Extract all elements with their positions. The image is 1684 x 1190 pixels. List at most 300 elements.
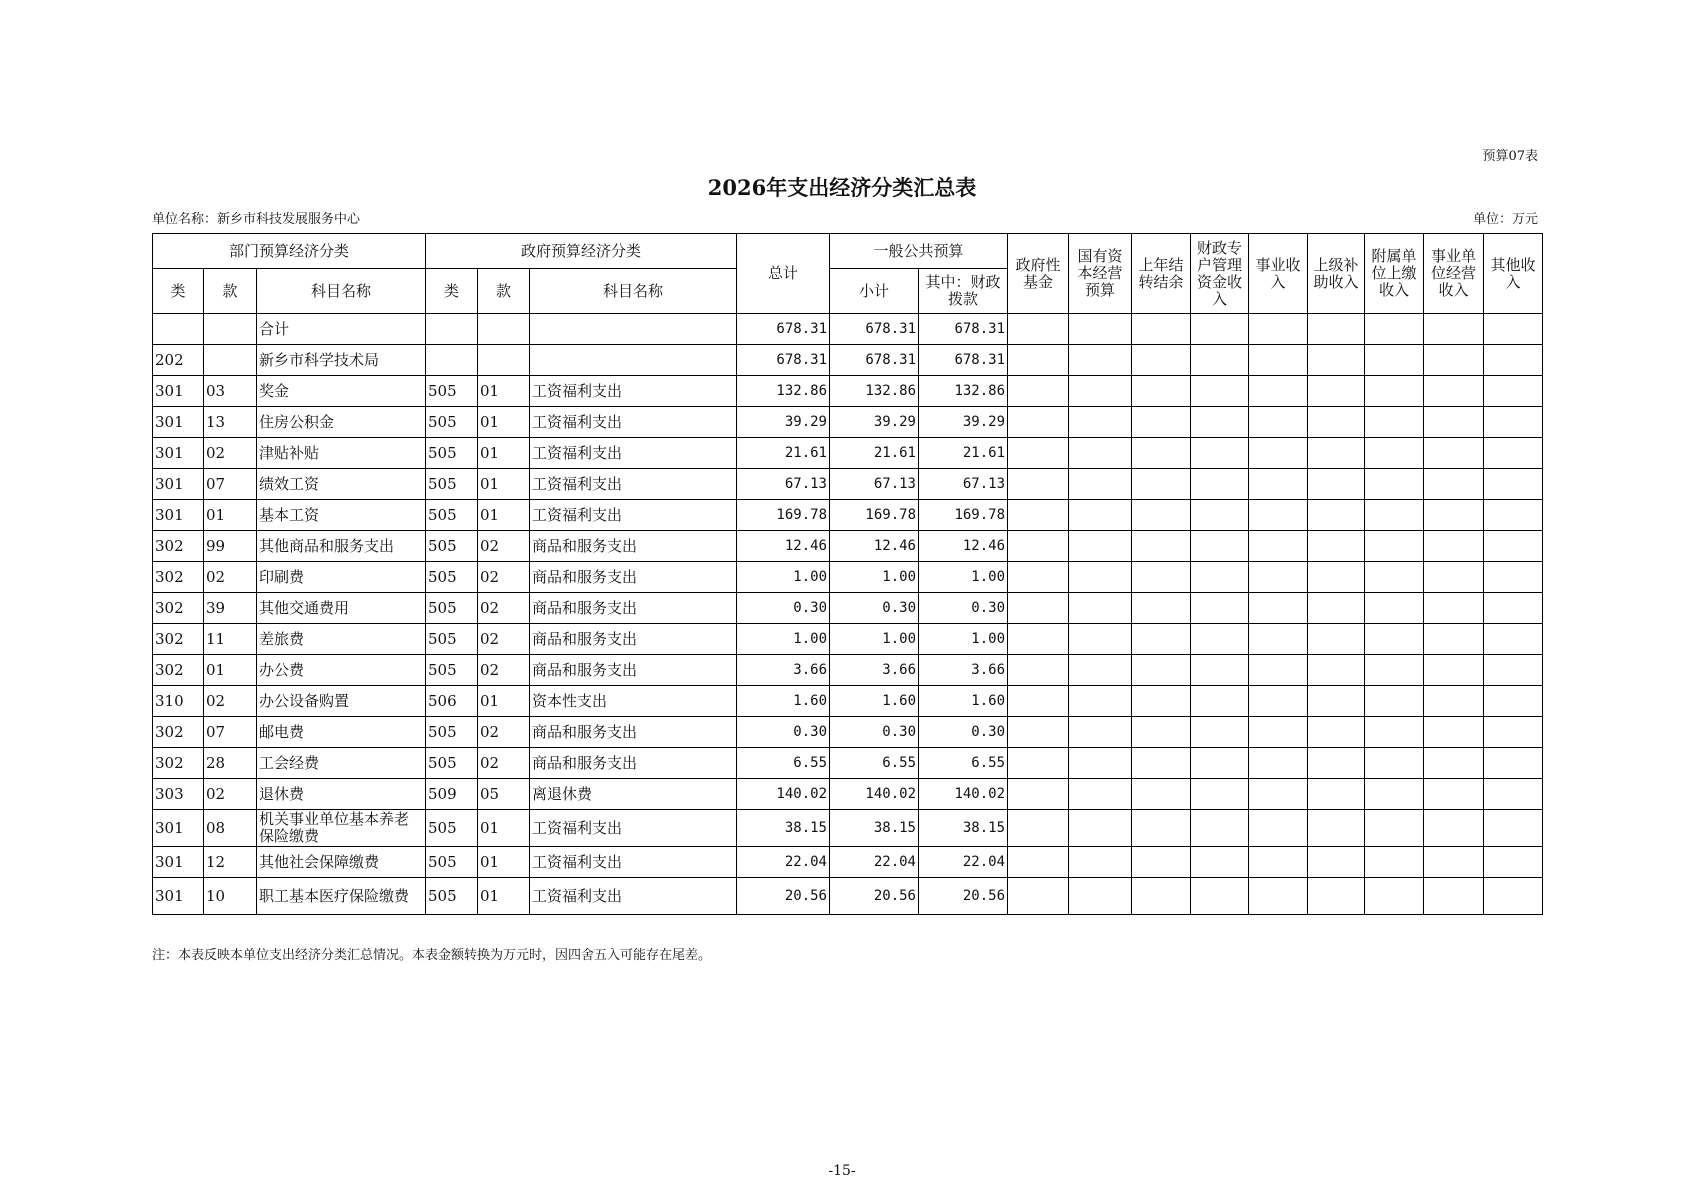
header-gov-kuan: 款	[478, 269, 530, 314]
cell-affiliated	[1365, 562, 1424, 593]
cell-dept-subject: 其他交通费用	[257, 593, 426, 624]
table-row	[153, 686, 1543, 717]
cell-carry-over	[1132, 562, 1191, 593]
cell-gov-fund	[1008, 407, 1069, 438]
cell-dept-kuan: 02	[204, 779, 257, 810]
cell-special-account	[1191, 407, 1249, 438]
cell-subtotal: 1.00	[830, 624, 919, 655]
cell-state-capital	[1069, 655, 1132, 686]
cell-gov-fund	[1008, 686, 1069, 717]
cell-dept-subject: 差旅费	[257, 624, 426, 655]
cell-dept-subject: 奖金	[257, 376, 426, 407]
cell-superior-subsidy	[1308, 624, 1365, 655]
header-gov-subject: 科目名称	[530, 269, 737, 314]
cell-gov-kuan: 02	[478, 717, 530, 748]
cell-operating	[1424, 376, 1484, 407]
cell-gov-lei: 505	[426, 562, 478, 593]
cell-dept-kuan: 10	[204, 878, 257, 915]
cell-gov-kuan	[478, 345, 530, 376]
cell-subtotal: 1.00	[830, 562, 919, 593]
cell-other	[1484, 469, 1543, 500]
cell-other	[1484, 779, 1543, 810]
unit-label: 单位：万元	[1472, 212, 1538, 227]
cell-other	[1484, 847, 1543, 878]
cell-gov-kuan	[478, 314, 530, 345]
cell-business-income	[1249, 562, 1308, 593]
cell-special-account	[1191, 469, 1249, 500]
cell-dept-subject: 办公费	[257, 655, 426, 686]
cell-other	[1484, 717, 1543, 748]
cell-dept-lei: 302	[153, 655, 204, 686]
cell-gov-kuan: 02	[478, 624, 530, 655]
cell-gov-fund	[1008, 779, 1069, 810]
cell-gov-lei	[426, 314, 478, 345]
cell-superior-subsidy	[1308, 345, 1365, 376]
cell-superior-subsidy	[1308, 376, 1365, 407]
cell-special-account	[1191, 562, 1249, 593]
cell-state-capital	[1069, 376, 1132, 407]
cell-dept-subject: 其他社会保障缴费	[257, 847, 426, 878]
cell-total: 140.02	[737, 779, 830, 810]
cell-gov-lei: 505	[426, 847, 478, 878]
header-dept-subject: 科目名称	[257, 269, 426, 314]
header-dept-lei: 类	[153, 269, 204, 314]
cell-subtotal: 20.56	[830, 878, 919, 915]
cell-affiliated	[1365, 469, 1424, 500]
cell-dept-lei: 301	[153, 847, 204, 878]
cell-affiliated	[1365, 500, 1424, 531]
cell-state-capital	[1069, 810, 1132, 847]
cell-dept-lei: 302	[153, 717, 204, 748]
table-row	[153, 593, 1543, 624]
cell-other	[1484, 810, 1543, 847]
cell-gov-lei: 505	[426, 469, 478, 500]
cell-total: 20.56	[737, 878, 830, 915]
cell-operating	[1424, 438, 1484, 469]
cell-carry-over	[1132, 345, 1191, 376]
cell-special-account	[1191, 810, 1249, 847]
table-row	[153, 469, 1543, 500]
table-row	[153, 531, 1543, 562]
cell-dept-lei: 310	[153, 686, 204, 717]
cell-subtotal: 38.15	[830, 810, 919, 847]
cell-gov-subject: 离退休费	[530, 779, 737, 810]
cell-carry-over	[1132, 376, 1191, 407]
cell-business-income	[1249, 593, 1308, 624]
cell-operating	[1424, 407, 1484, 438]
cell-other	[1484, 438, 1543, 469]
cell-gov-subject: 商品和服务支出	[530, 624, 737, 655]
cell-gov-subject: 商品和服务支出	[530, 562, 737, 593]
cell-superior-subsidy	[1308, 748, 1365, 779]
cell-fiscal: 1.00	[919, 624, 1008, 655]
cell-gov-subject: 工资福利支出	[530, 847, 737, 878]
cell-business-income	[1249, 779, 1308, 810]
cell-total: 678.31	[737, 314, 830, 345]
cell-total: 169.78	[737, 500, 830, 531]
cell-gov-fund	[1008, 531, 1069, 562]
cell-state-capital	[1069, 469, 1132, 500]
cell-gov-fund	[1008, 562, 1069, 593]
cell-total: 1.00	[737, 562, 830, 593]
cell-dept-subject: 新乡市科学技术局	[257, 345, 426, 376]
cell-operating	[1424, 593, 1484, 624]
cell-superior-subsidy	[1308, 878, 1365, 915]
header-special-account: 财政专户管理资金收入	[1191, 234, 1249, 314]
cell-superior-subsidy	[1308, 847, 1365, 878]
cell-dept-subject: 其他商品和服务支出	[257, 531, 426, 562]
cell-dept-kuan: 02	[204, 562, 257, 593]
cell-dept-lei: 302	[153, 531, 204, 562]
cell-gov-kuan: 02	[478, 562, 530, 593]
cell-other	[1484, 562, 1543, 593]
header-dept-kuan: 款	[204, 269, 257, 314]
cell-gov-kuan: 01	[478, 878, 530, 915]
table-row	[153, 500, 1543, 531]
cell-state-capital	[1069, 878, 1132, 915]
cell-superior-subsidy	[1308, 314, 1365, 345]
cell-fiscal: 21.61	[919, 438, 1008, 469]
cell-business-income	[1249, 469, 1308, 500]
cell-superior-subsidy	[1308, 717, 1365, 748]
table-row	[153, 624, 1543, 655]
cell-total: 0.30	[737, 593, 830, 624]
cell-dept-kuan	[204, 314, 257, 345]
cell-gov-kuan: 01	[478, 847, 530, 878]
cell-dept-lei: 301	[153, 878, 204, 915]
cell-gov-fund	[1008, 438, 1069, 469]
cell-gov-kuan: 02	[478, 748, 530, 779]
cell-superior-subsidy	[1308, 810, 1365, 847]
cell-carry-over	[1132, 655, 1191, 686]
cell-gov-subject: 商品和服务支出	[530, 655, 737, 686]
header-subtotal: 小计	[830, 269, 919, 314]
cell-dept-kuan: 07	[204, 469, 257, 500]
cell-affiliated	[1365, 810, 1424, 847]
cell-total: 39.29	[737, 407, 830, 438]
header-affiliated: 附属单位上缴收入	[1365, 234, 1424, 314]
cell-state-capital	[1069, 847, 1132, 878]
cell-special-account	[1191, 500, 1249, 531]
cell-dept-lei: 302	[153, 562, 204, 593]
header-other: 其他收入	[1484, 234, 1543, 314]
cell-special-account	[1191, 686, 1249, 717]
cell-carry-over	[1132, 779, 1191, 810]
cell-fiscal: 39.29	[919, 407, 1008, 438]
cell-affiliated	[1365, 407, 1424, 438]
cell-dept-kuan: 12	[204, 847, 257, 878]
cell-dept-kuan: 01	[204, 500, 257, 531]
cell-business-income	[1249, 748, 1308, 779]
cell-subtotal: 22.04	[830, 847, 919, 878]
header-state-capital: 国有资本经营预算	[1069, 234, 1132, 314]
cell-other	[1484, 345, 1543, 376]
cell-operating	[1424, 779, 1484, 810]
cell-fiscal: 678.31	[919, 314, 1008, 345]
cell-gov-lei: 505	[426, 717, 478, 748]
cell-fiscal: 678.31	[919, 345, 1008, 376]
cell-dept-lei: 301	[153, 810, 204, 847]
cell-state-capital	[1069, 500, 1132, 531]
cell-other	[1484, 655, 1543, 686]
cell-subtotal: 132.86	[830, 376, 919, 407]
cell-gov-lei: 505	[426, 407, 478, 438]
cell-carry-over	[1132, 878, 1191, 915]
cell-state-capital	[1069, 779, 1132, 810]
cell-gov-kuan: 01	[478, 469, 530, 500]
expenditure-table	[152, 233, 1543, 915]
cell-operating	[1424, 314, 1484, 345]
cell-other	[1484, 686, 1543, 717]
cell-affiliated	[1365, 593, 1424, 624]
cell-business-income	[1249, 438, 1308, 469]
cell-gov-kuan: 01	[478, 407, 530, 438]
cell-special-account	[1191, 438, 1249, 469]
cell-subtotal: 0.30	[830, 717, 919, 748]
header-fiscal: 其中：财政拨款	[919, 269, 1008, 314]
cell-state-capital	[1069, 562, 1132, 593]
cell-dept-lei: 202	[153, 345, 204, 376]
cell-operating	[1424, 500, 1484, 531]
cell-dept-kuan: 11	[204, 624, 257, 655]
cell-special-account	[1191, 748, 1249, 779]
cell-business-income	[1249, 407, 1308, 438]
cell-affiliated	[1365, 438, 1424, 469]
cell-gov-lei: 505	[426, 531, 478, 562]
cell-affiliated	[1365, 748, 1424, 779]
cell-state-capital	[1069, 531, 1132, 562]
cell-affiliated	[1365, 531, 1424, 562]
cell-special-account	[1191, 314, 1249, 345]
cell-dept-kuan: 03	[204, 376, 257, 407]
cell-subtotal: 140.02	[830, 779, 919, 810]
cell-subtotal: 3.66	[830, 655, 919, 686]
cell-gov-fund	[1008, 469, 1069, 500]
cell-state-capital	[1069, 593, 1132, 624]
cell-special-account	[1191, 655, 1249, 686]
cell-subtotal: 67.13	[830, 469, 919, 500]
cell-dept-lei: 301	[153, 407, 204, 438]
cell-carry-over	[1132, 500, 1191, 531]
table-row	[153, 314, 1543, 345]
cell-dept-lei: 302	[153, 593, 204, 624]
cell-fiscal: 169.78	[919, 500, 1008, 531]
cell-operating	[1424, 878, 1484, 915]
cell-business-income	[1249, 624, 1308, 655]
cell-affiliated	[1365, 314, 1424, 345]
cell-gov-lei: 506	[426, 686, 478, 717]
header-dept-group: 部门预算经济分类	[153, 234, 426, 269]
cell-gov-kuan: 01	[478, 500, 530, 531]
cell-gov-lei: 509	[426, 779, 478, 810]
table-row	[153, 655, 1543, 686]
header-operating: 事业单位经营收入	[1424, 234, 1484, 314]
cell-total: 0.30	[737, 717, 830, 748]
cell-superior-subsidy	[1308, 438, 1365, 469]
cell-gov-subject: 工资福利支出	[530, 810, 737, 847]
cell-subtotal: 21.61	[830, 438, 919, 469]
cell-superior-subsidy	[1308, 593, 1365, 624]
cell-business-income	[1249, 717, 1308, 748]
cell-gov-subject: 工资福利支出	[530, 438, 737, 469]
cell-operating	[1424, 810, 1484, 847]
cell-gov-subject: 工资福利支出	[530, 407, 737, 438]
cell-special-account	[1191, 376, 1249, 407]
cell-dept-subject: 机关事业单位基本养老保险缴费	[257, 810, 426, 847]
footnote: 注：本表反映本单位支出经济分类汇总情况。本表金额转换为万元时，因四舍五入可能存在尾差。	[152, 948, 712, 963]
cell-carry-over	[1132, 531, 1191, 562]
cell-gov-fund	[1008, 624, 1069, 655]
cell-special-account	[1191, 779, 1249, 810]
cell-dept-lei: 301	[153, 500, 204, 531]
cell-dept-lei	[153, 314, 204, 345]
header-gov-fund: 政府性基金	[1008, 234, 1069, 314]
cell-total: 21.61	[737, 438, 830, 469]
cell-gov-subject: 资本性支出	[530, 686, 737, 717]
cell-subtotal: 6.55	[830, 748, 919, 779]
cell-state-capital	[1069, 686, 1132, 717]
cell-superior-subsidy	[1308, 531, 1365, 562]
cell-total: 12.46	[737, 531, 830, 562]
cell-superior-subsidy	[1308, 562, 1365, 593]
table-row	[153, 345, 1543, 376]
cell-dept-subject: 办公设备购置	[257, 686, 426, 717]
cell-operating	[1424, 345, 1484, 376]
cell-gov-subject: 商品和服务支出	[530, 748, 737, 779]
cell-business-income	[1249, 878, 1308, 915]
cell-gov-lei: 505	[426, 500, 478, 531]
cell-gov-fund	[1008, 314, 1069, 345]
cell-business-income	[1249, 531, 1308, 562]
cell-fiscal: 1.60	[919, 686, 1008, 717]
cell-fiscal: 140.02	[919, 779, 1008, 810]
cell-carry-over	[1132, 624, 1191, 655]
cell-dept-lei: 301	[153, 438, 204, 469]
cell-gov-subject: 工资福利支出	[530, 469, 737, 500]
cell-dept-subject: 绩效工资	[257, 469, 426, 500]
cell-dept-kuan: 08	[204, 810, 257, 847]
cell-dept-kuan: 39	[204, 593, 257, 624]
cell-fiscal: 3.66	[919, 655, 1008, 686]
cell-special-account	[1191, 593, 1249, 624]
cell-total: 38.15	[737, 810, 830, 847]
cell-operating	[1424, 686, 1484, 717]
cell-subtotal: 12.46	[830, 531, 919, 562]
cell-carry-over	[1132, 407, 1191, 438]
cell-business-income	[1249, 686, 1308, 717]
cell-state-capital	[1069, 624, 1132, 655]
header-business-income: 事业收入	[1249, 234, 1308, 314]
cell-special-account	[1191, 531, 1249, 562]
cell-business-income	[1249, 376, 1308, 407]
cell-other	[1484, 314, 1543, 345]
cell-gov-fund	[1008, 593, 1069, 624]
cell-carry-over	[1132, 593, 1191, 624]
cell-total: 678.31	[737, 345, 830, 376]
cell-carry-over	[1132, 438, 1191, 469]
cell-operating	[1424, 624, 1484, 655]
cell-carry-over	[1132, 469, 1191, 500]
cell-gov-fund	[1008, 345, 1069, 376]
cell-state-capital	[1069, 314, 1132, 345]
cell-gov-fund	[1008, 748, 1069, 779]
cell-other	[1484, 878, 1543, 915]
cell-carry-over	[1132, 717, 1191, 748]
table-row	[153, 376, 1543, 407]
cell-operating	[1424, 531, 1484, 562]
cell-fiscal: 1.00	[919, 562, 1008, 593]
cell-business-income	[1249, 345, 1308, 376]
cell-gov-lei: 505	[426, 624, 478, 655]
cell-gov-fund	[1008, 810, 1069, 847]
cell-total: 132.86	[737, 376, 830, 407]
cell-fiscal: 12.46	[919, 531, 1008, 562]
cell-other	[1484, 531, 1543, 562]
cell-business-income	[1249, 655, 1308, 686]
cell-state-capital	[1069, 345, 1132, 376]
cell-dept-kuan: 02	[204, 686, 257, 717]
cell-gov-fund	[1008, 847, 1069, 878]
cell-subtotal: 39.29	[830, 407, 919, 438]
cell-gov-kuan: 01	[478, 376, 530, 407]
cell-carry-over	[1132, 847, 1191, 878]
cell-gov-lei: 505	[426, 810, 478, 847]
cell-dept-subject: 津贴补贴	[257, 438, 426, 469]
cell-other	[1484, 500, 1543, 531]
cell-gov-subject: 工资福利支出	[530, 376, 737, 407]
cell-total: 67.13	[737, 469, 830, 500]
page-title: 2026年支出经济分类汇总表	[707, 175, 977, 200]
cell-operating	[1424, 847, 1484, 878]
cell-fiscal: 20.56	[919, 878, 1008, 915]
cell-gov-fund	[1008, 717, 1069, 748]
cell-total: 1.00	[737, 624, 830, 655]
cell-dept-kuan: 02	[204, 438, 257, 469]
cell-total: 6.55	[737, 748, 830, 779]
cell-dept-kuan: 28	[204, 748, 257, 779]
cell-gov-subject: 工资福利支出	[530, 500, 737, 531]
cell-dept-kuan: 13	[204, 407, 257, 438]
cell-gov-fund	[1008, 376, 1069, 407]
cell-superior-subsidy	[1308, 686, 1365, 717]
cell-superior-subsidy	[1308, 407, 1365, 438]
cell-dept-kuan	[204, 345, 257, 376]
table-row	[153, 717, 1543, 748]
cell-superior-subsidy	[1308, 500, 1365, 531]
cell-gov-lei: 505	[426, 593, 478, 624]
cell-gov-subject: 商品和服务支出	[530, 717, 737, 748]
cell-carry-over	[1132, 314, 1191, 345]
header-general-budget: 一般公共预算	[830, 234, 1008, 269]
cell-affiliated	[1365, 376, 1424, 407]
table-row	[153, 847, 1543, 878]
cell-other	[1484, 624, 1543, 655]
cell-operating	[1424, 655, 1484, 686]
cell-total: 1.60	[737, 686, 830, 717]
table-row	[153, 407, 1543, 438]
cell-gov-lei: 505	[426, 438, 478, 469]
cell-superior-subsidy	[1308, 655, 1365, 686]
cell-fiscal: 132.86	[919, 376, 1008, 407]
cell-gov-fund	[1008, 655, 1069, 686]
cell-dept-subject: 住房公积金	[257, 407, 426, 438]
cell-gov-kuan: 01	[478, 438, 530, 469]
cell-total: 3.66	[737, 655, 830, 686]
header-superior-subsidy: 上级补助收入	[1308, 234, 1365, 314]
table-row	[153, 562, 1543, 593]
cell-dept-subject: 合计	[257, 314, 426, 345]
header-gov-group: 政府预算经济分类	[426, 234, 737, 269]
